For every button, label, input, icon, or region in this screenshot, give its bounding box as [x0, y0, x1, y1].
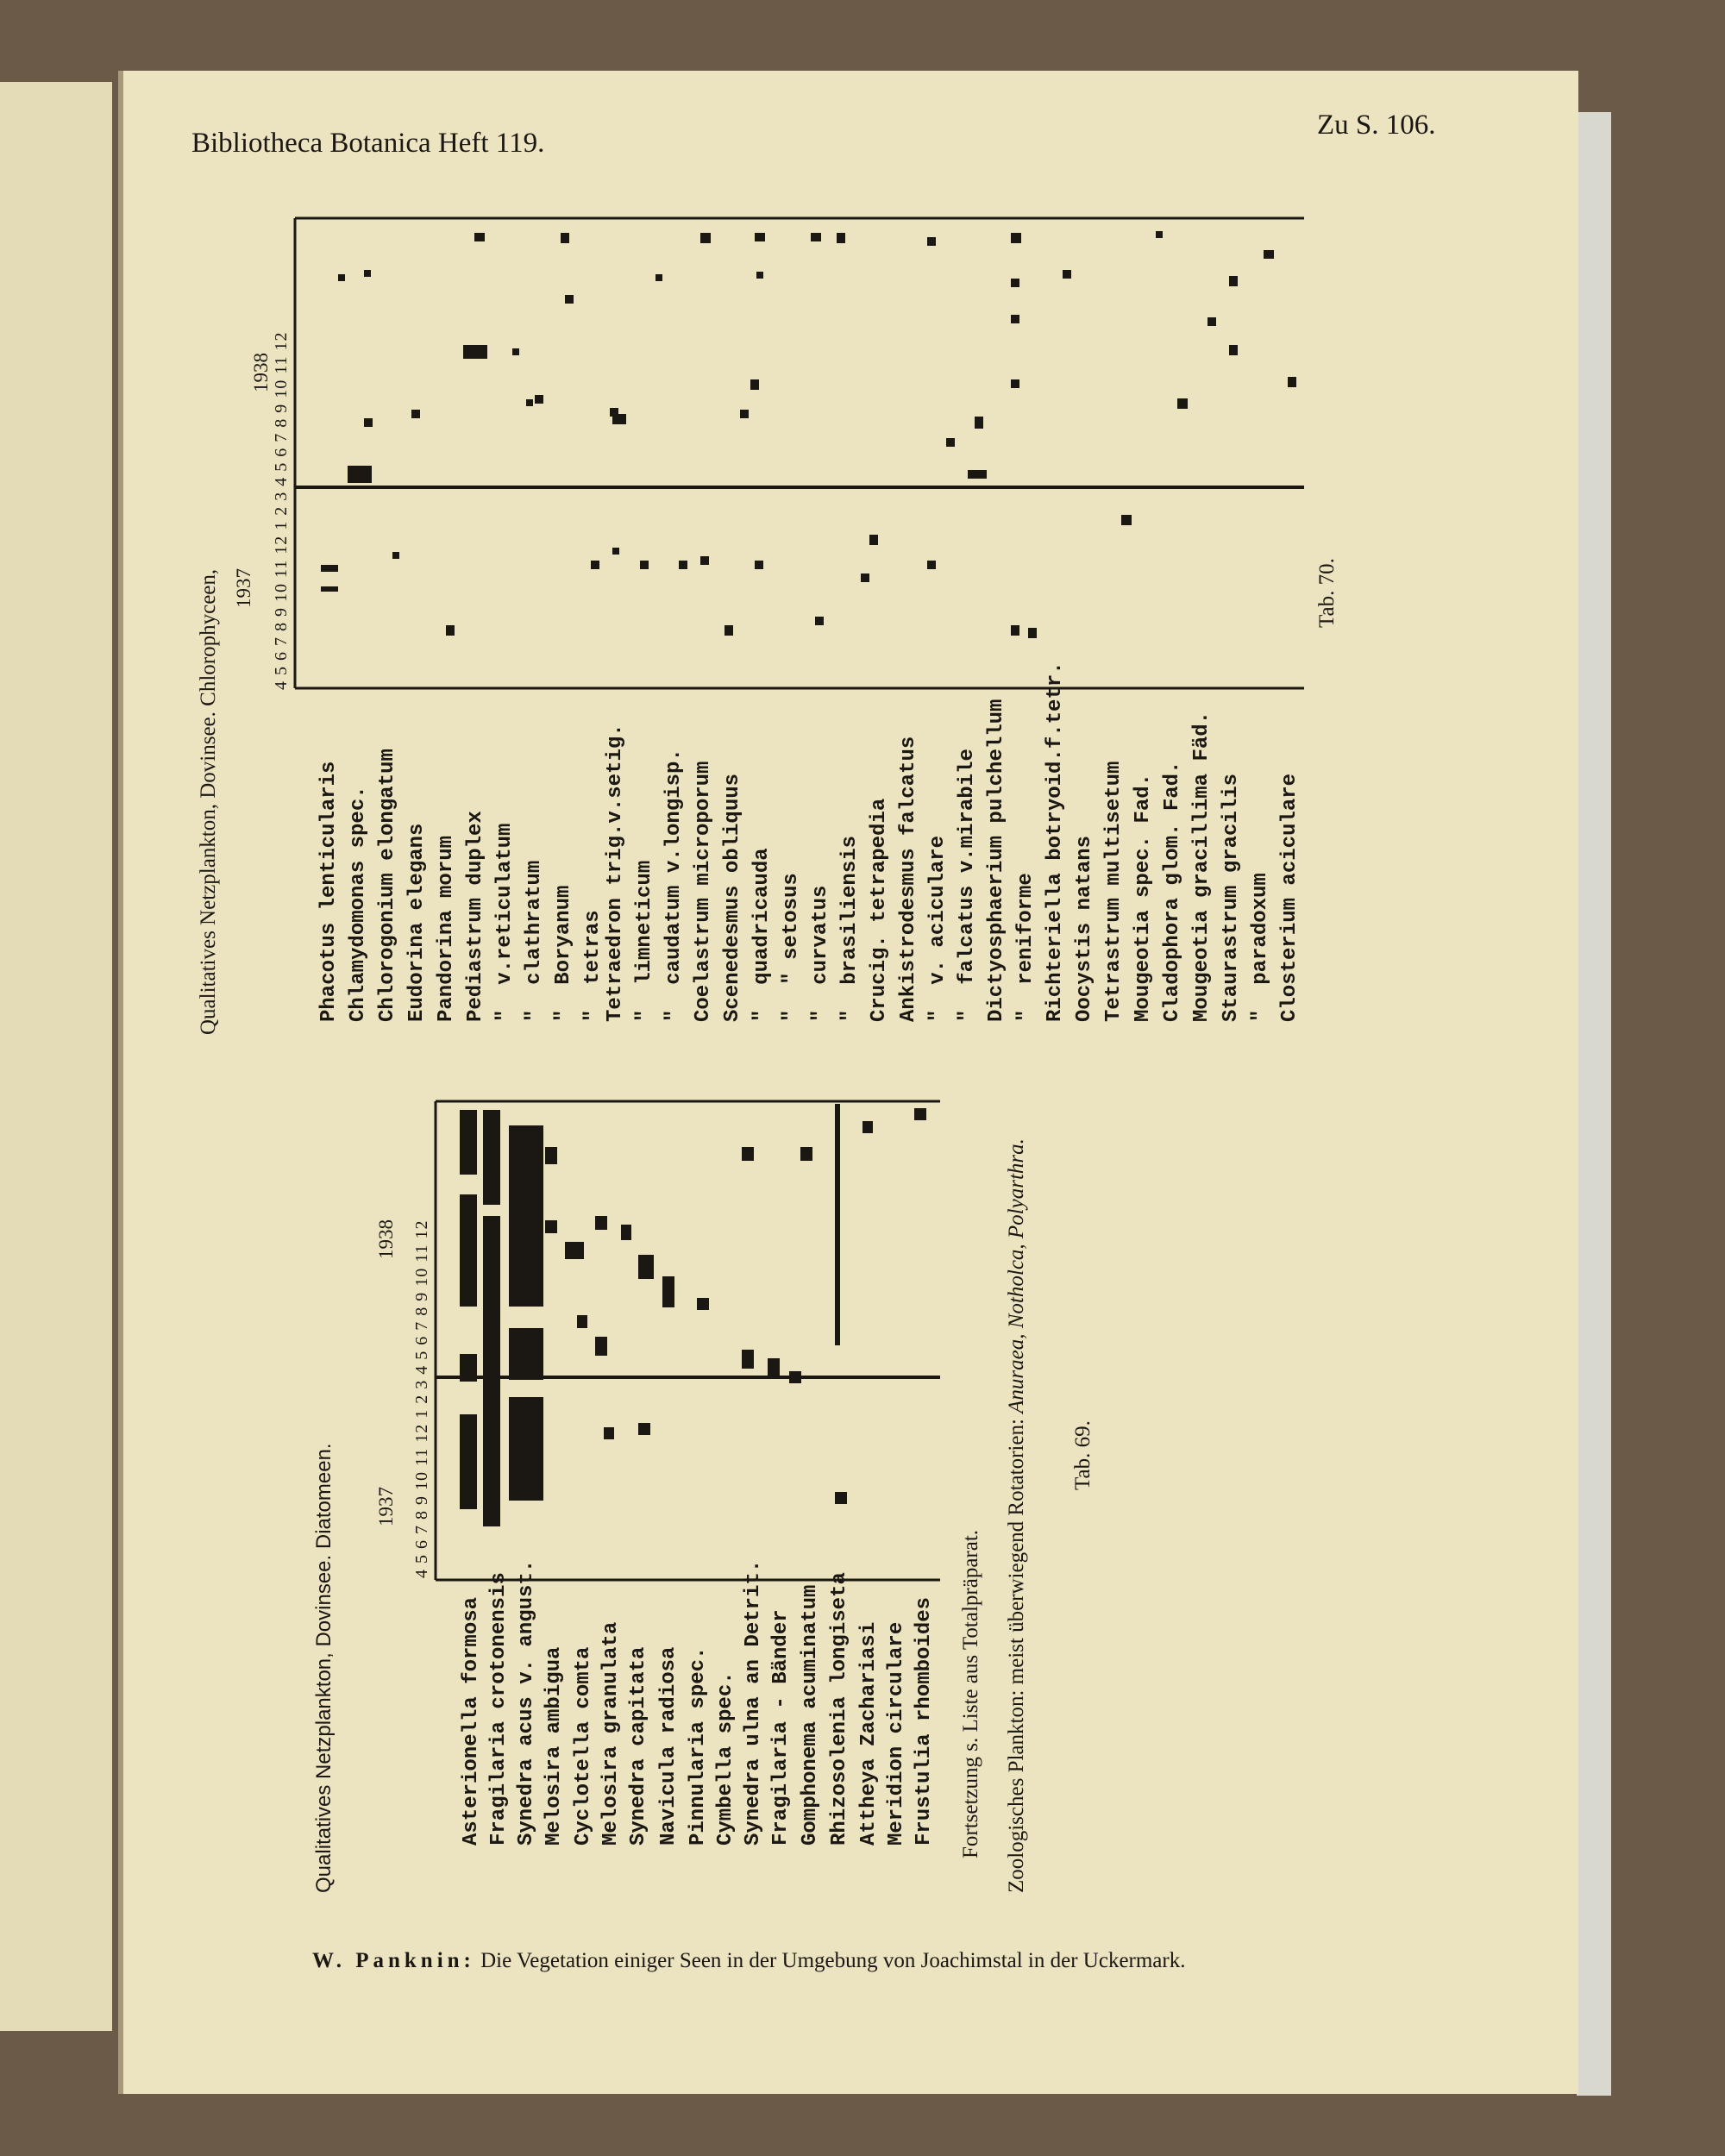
tab70-species-9: " Boryanum: [552, 885, 575, 1022]
tab70-year-1937: 1937: [233, 568, 254, 608]
tab69-caption: Qualitatives Netzplankton, Dovinsee. Diatomeen.: [312, 1443, 336, 1893]
tab70-species-33: " paradoxum: [1249, 873, 1272, 1022]
tab70-year-1938: 1938: [250, 353, 272, 392]
tab69-species-12: Fragilaria - Bänder: [769, 1609, 793, 1846]
tab69-year-1937: 1937: [375, 1487, 397, 1526]
zooplankton-prefix: Zoologisches Plankton: meist überwiegend Rotatorien:: [1005, 1419, 1028, 1893]
tab69-species-10: Cymbella spec.: [714, 1671, 737, 1846]
tab70-species-16: " quadricauda: [750, 848, 774, 1022]
tab70-species-18: " curvatus: [809, 885, 832, 1022]
tab69-note-zooplankton: [1005, 1138, 1029, 1893]
tab70-species-6: Pediastrum duplex: [464, 811, 487, 1022]
tab69-species-4: Melosira ambigua: [543, 1646, 566, 1846]
footer-credit: [312, 1949, 1185, 1973]
tab70-species-23: " falcatus v.mirabile: [956, 749, 979, 1022]
tab70-species-26: Richteriella botryoid.f.tetr.: [1044, 661, 1067, 1022]
tab69-month-axis: 4 5 6 7 8 9 10 11 12 1 2 3 4 5 6 7 8 9 10 11 12: [412, 1219, 431, 1578]
tab70-month-axis: 4 5 6 7 8 9 10 11 12 1 2 3 4 5 6 7 8 9 10 11 12: [272, 331, 291, 690]
tab69-species-11: Synedra ulna an Detrit.: [742, 1559, 765, 1846]
tab70-species-17: " " setosus: [780, 873, 803, 1022]
tab70-species-19: " brasiliensis: [838, 835, 862, 1022]
tab69-species-3: Synedra acus v. angust.: [515, 1559, 538, 1846]
tab70-species-28: Tetrastrum multisetum: [1102, 761, 1126, 1022]
tab70-species-11: Tetraedron trig.v.setig.: [604, 724, 627, 1022]
tab70-species-30: Cladophora glom. Fad.: [1161, 761, 1184, 1022]
tab70-species-31: Mougeotia gracillima Fäd.: [1190, 711, 1214, 1022]
tab70-species-20: Crucig. tetrapedia: [868, 798, 891, 1022]
tab70-species-7: " v.reticulatum: [493, 823, 517, 1022]
tab70-species-32: Staurastrum gracilis: [1220, 773, 1243, 1022]
tab70-species-24: Dictyosphaerium pulchellum: [985, 699, 1008, 1022]
tab69-species-16: Meridion circulare: [885, 1621, 908, 1846]
footer-title: Die Vegetation einiger Seen in der Umgebung von Joachimstal in der Uckermark.: [480, 1949, 1186, 1972]
tab70-species-2: Chlamydomonas spec.: [347, 786, 370, 1022]
journal-header: Bibliotheca Botanica Heft 119.: [191, 128, 545, 159]
page-reference: Zu S. 106.: [1317, 110, 1436, 141]
tab70-species-8: " clathratum: [523, 860, 546, 1022]
tab69-note-continuation: Fortsetzung s. Liste aus Totalpräparat.: [959, 1529, 982, 1858]
tab70-species-34: Closterium aciculare: [1278, 773, 1302, 1022]
tab69-species-5: Cyclotella comta: [572, 1646, 595, 1846]
tab70-species-3: Chlorogonium elongatum: [376, 749, 399, 1022]
tab69-species-7: Synedra capitata: [627, 1646, 650, 1846]
footer-author: W. Panknin:: [312, 1949, 475, 1972]
tab69-species-15: Attheya Zachariasi: [857, 1621, 881, 1846]
tab70-species-27: Oocystis natans: [1073, 835, 1096, 1022]
tab70-species-25: " reniforme: [1014, 873, 1038, 1022]
tab70-species-15: Scenedesmus obliquus: [721, 773, 744, 1022]
tab70-species-1: Phacotus lenticularis: [317, 761, 341, 1022]
tab70-species-13: " caudatum v.longisp.: [662, 749, 686, 1022]
tab69-species-14: Rhizosolenia longiseta: [828, 1572, 851, 1846]
page-edges: [1577, 112, 1611, 2096]
tab70-label: Tab. 70.: [1315, 558, 1339, 628]
tab70-species-12: " limneticum: [633, 860, 656, 1022]
tab69-species-1: Asterionella formosa: [460, 1596, 483, 1846]
tab70-species-14: Coelastrum microporum: [692, 761, 715, 1022]
tab69-species-17: Frustulia rhomboides: [913, 1596, 936, 1846]
tab69-species-13: Gomphonema acuminatum: [799, 1584, 822, 1846]
tab69-species-6: Melosira granulata: [599, 1621, 623, 1846]
left-page: [0, 82, 112, 2031]
tab70-caption: Qualitatives Netzplankton, Dovinsee. Chlorophyceen,: [197, 568, 220, 1035]
tab70-species-5: Pandorina morum: [435, 835, 458, 1022]
tab69-species-2: Fragilaria crotonensis: [487, 1572, 511, 1846]
tab70-species-22: " v. aciculare: [926, 835, 950, 1022]
tab70-species-29: Mougeotia spec. Fad.: [1132, 773, 1155, 1022]
tab69-year-1938: 1938: [375, 1219, 397, 1259]
tab70-species-10: " tetras: [581, 910, 605, 1022]
tab70-species-21: Ankistrodesmus falcatus: [897, 736, 920, 1022]
tab70-species-4: Eudorina elegans: [405, 823, 429, 1022]
tab69-species-9: Pinnularia spec.: [687, 1646, 710, 1846]
tab69-label: Tab. 69.: [1071, 1420, 1095, 1490]
tab69-species-8: Navicula radiosa: [657, 1646, 681, 1846]
zooplankton-taxa: Anuraea, Notholca, Polyarthra.: [1005, 1138, 1028, 1413]
